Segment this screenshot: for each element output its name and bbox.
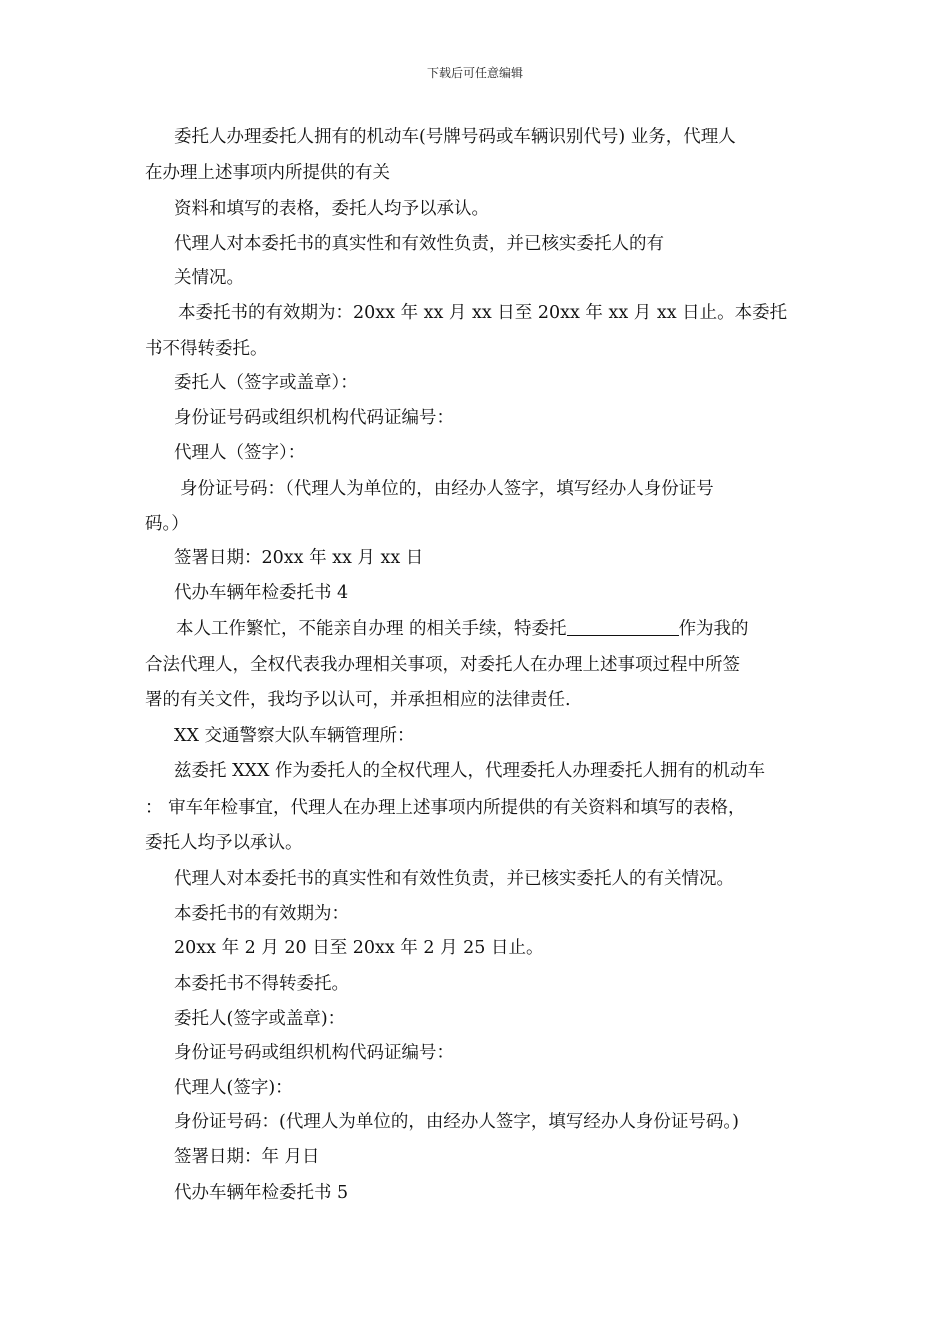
paragraph-line: 委托人(签字或盖章)： [174, 1009, 346, 1029]
paragraph-line: 委托人（签字或盖章）： [174, 373, 358, 393]
paragraph-line: 资料和填写的表格，委托人均予以承认。 [174, 199, 489, 219]
paragraph-line: 本委托书的有效期为：20xx 年 xx 月 xx 日至 20xx 年 xx 月 xx 日止。本委托 [178, 303, 788, 323]
paragraph-line: 委托人办理委托人拥有的机动车(号牌号码或车辆识别代号) 业务，代理人 [174, 127, 736, 147]
paragraph-line: 本委托书的有效期为： [174, 904, 349, 924]
paragraph-line: 本委托书不得转委托。 [174, 974, 349, 994]
paragraph-line [176, 618, 950, 640]
paragraph-text: 作为我的 [678, 619, 749, 639]
paragraph-line: 代理人（签字）： [174, 443, 306, 463]
paragraph-text: 本人工作繁忙，不能亲自办理 的相关手续，特委托 [176, 619, 567, 639]
fill-in-blank [567, 619, 679, 636]
paragraph-line: 签署日期：年 月日 [174, 1147, 320, 1167]
paragraph-line: 书不得转委托。 [145, 339, 268, 359]
paragraph-line: 代理人对本委托书的真实性和有效性负责，并已核实委托人的有 [174, 234, 664, 254]
paragraph-line: 码。） [145, 514, 189, 534]
paragraph-line: 代理人对本委托书的真实性和有效性负责，并已核实委托人的有关情况。 [174, 869, 734, 889]
section-heading: 代办车辆年检委托书 5 [174, 1183, 349, 1203]
paragraph-line: XX 交通警察大队车辆管理所： [174, 726, 415, 746]
paragraph-line: 合法代理人，全权代表我办理相关事项，对委托人在办理上述事项过程中所签 [145, 655, 740, 675]
paragraph-line: 署的有关文件，我均予以认可，并承担相应的法律责任. [145, 690, 571, 710]
paragraph-line: ： 审车年检事宜，代理人在办理上述事项内所提供的有关资料和填写的表格， [145, 798, 746, 818]
paragraph-line: 关情况。 [174, 268, 244, 288]
paragraph-line: 签署日期：20xx 年 xx 月 xx 日 [174, 548, 424, 568]
paragraph-line: 代理人(签字)： [174, 1078, 293, 1098]
page-header: 下载后可任意编辑 [426, 66, 523, 80]
paragraph-line: 身份证号码或组织机构代码证编号： [174, 1043, 454, 1063]
paragraph-line: 在办理上述事项内所提供的有关 [145, 163, 390, 183]
paragraph-line: 身份证号码：（代理人为单位的，由经办人签字，填写经办人身份证号 [180, 479, 714, 499]
paragraph-line: 20xx 年 2 月 20 日至 20xx 年 2 月 25 日止。 [174, 938, 544, 958]
section-heading: 代办车辆年检委托书 4 [174, 583, 349, 603]
paragraph-line: 身份证号码或组织机构代码证编号： [174, 408, 454, 428]
paragraph-line: 委托人均予以承认。 [145, 833, 303, 853]
paragraph-line: 兹委托 XXX 作为委托人的全权代理人，代理委托人办理委托人拥有的机动车 [174, 761, 765, 781]
paragraph-line: 身份证号码：(代理人为单位的，由经办人签字，填写经办人身份证号码。) [174, 1112, 739, 1132]
